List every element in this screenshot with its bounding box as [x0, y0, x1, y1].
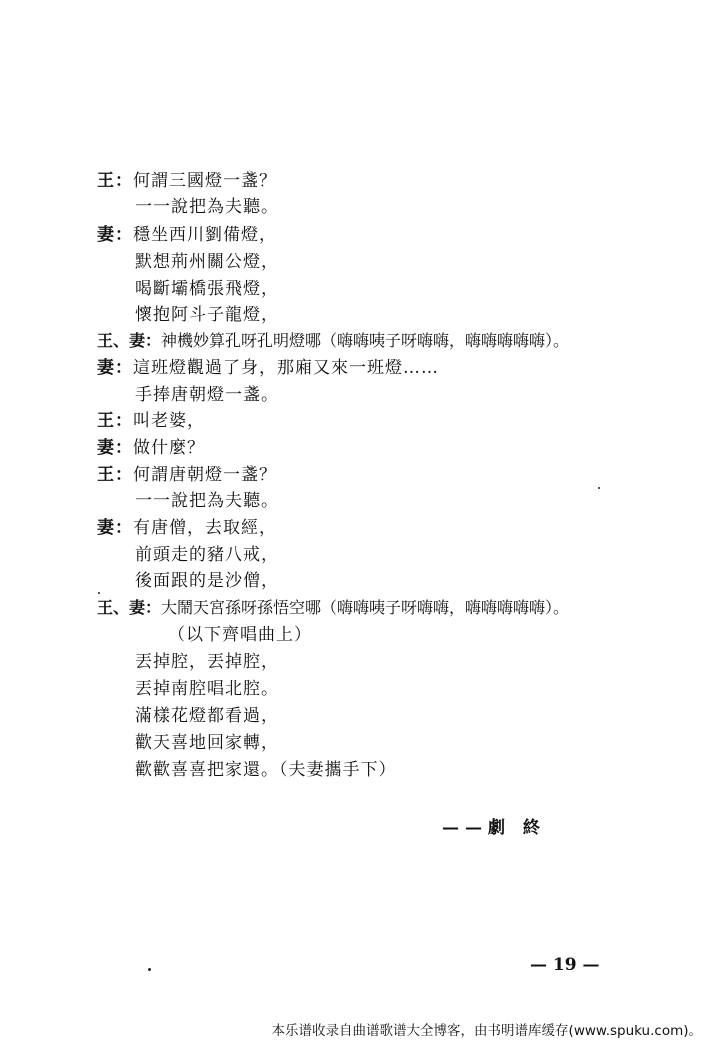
line-text: 一一說把為夫聽。: [135, 491, 279, 511]
speaker-label: 王：: [97, 171, 133, 191]
line-text: 丟掉南腔唱北腔。: [135, 679, 279, 699]
scan-speck: [148, 968, 151, 971]
line-text: 做什麼？: [133, 438, 205, 458]
dialogue-line: [135, 651, 279, 673]
speaker-label: 妻：: [97, 518, 133, 538]
scan-speck: [98, 592, 100, 594]
line-text: 叫老婆，: [133, 411, 205, 431]
line-text: 歡天喜地回家轉，: [135, 733, 279, 753]
dialogue-line: [135, 490, 279, 512]
speaker-label: 王：: [97, 411, 133, 431]
line-text: 有唐僧，去取經，: [133, 518, 277, 538]
dialogue-line: [97, 357, 439, 379]
speaker-label: 王、妻：: [97, 331, 162, 350]
speaker-label: 王、妻：: [97, 598, 162, 617]
dialogue-line: [135, 544, 279, 566]
page-number: — 19 —: [530, 955, 600, 975]
line-text: 默想荊州關公燈，: [135, 252, 279, 272]
dialogue-line: [135, 304, 279, 326]
line-text: 歡歡喜喜把家還。（夫妻攜手下）: [135, 760, 397, 780]
line-text: 喝斷壩橋張飛燈，: [135, 279, 279, 299]
dialogue-line: [135, 570, 279, 592]
dialogue-line: [135, 384, 279, 406]
line-text: （以下齊唱曲上）: [168, 625, 312, 645]
speaker-label: 妻：: [97, 225, 133, 245]
line-text: 大鬧天宮孫呀孫悟空哪（嗨嗨咦子呀嗨嗨，嗨嗨嗨嗨嗨）。: [161, 598, 570, 617]
dialogue-line: [135, 705, 279, 727]
line-text: 後面跟的是沙僧，: [135, 571, 279, 591]
dialogue-line: [97, 597, 569, 619]
dialogue-line: [97, 437, 205, 459]
stage-direction: [168, 624, 312, 646]
scan-speck: [598, 487, 600, 489]
dialogue-line: [97, 170, 277, 192]
speaker-label: 妻：: [97, 438, 133, 458]
line-text: 丟掉腔，丟掉腔，: [135, 652, 279, 672]
line-text: 神機妙算孔呀孔明燈哪（嗨嗨咦子呀嗨嗨，嗨嗨嗨嗨嗨）。: [161, 331, 570, 350]
source-footer: 本乐谱收录自曲谱歌谱大全博客，由书明谱库缓存(www.spuku.com)。: [271, 1023, 702, 1039]
speaker-label: 王：: [97, 465, 133, 485]
dialogue-line: [97, 224, 277, 246]
line-text: 這班燈觀過了身，那廂又來一班燈……: [133, 358, 439, 378]
dialogue-line: [135, 196, 279, 218]
speaker-label: 妻：: [97, 358, 133, 378]
line-text: 何謂三國燈一盞？: [133, 171, 277, 191]
line-text: 前頭走的豬八戒，: [135, 545, 279, 565]
line-text: 何謂唐朝燈一盞？: [133, 465, 277, 485]
dialogue-line: [135, 278, 279, 300]
dialogue-line: [135, 251, 279, 273]
dialogue-line: [97, 517, 277, 539]
line-text: 一一說把為夫聽。: [135, 197, 279, 217]
dialogue-line: [135, 759, 397, 781]
dialogue-line: [97, 330, 569, 352]
end-credit: ——劇 終: [442, 818, 546, 838]
line-text: 滿樣花燈都看過，: [135, 706, 279, 726]
dialogue-line: [97, 464, 277, 486]
line-text: 手捧唐朝燈一盞。: [135, 385, 279, 405]
dialogue-line: [97, 410, 205, 432]
line-text: 穩坐西川劉備燈，: [133, 225, 277, 245]
dialogue-line: [135, 732, 279, 754]
line-text: 懷抱阿斗子龍燈，: [135, 305, 279, 325]
dialogue-line: [135, 678, 279, 700]
